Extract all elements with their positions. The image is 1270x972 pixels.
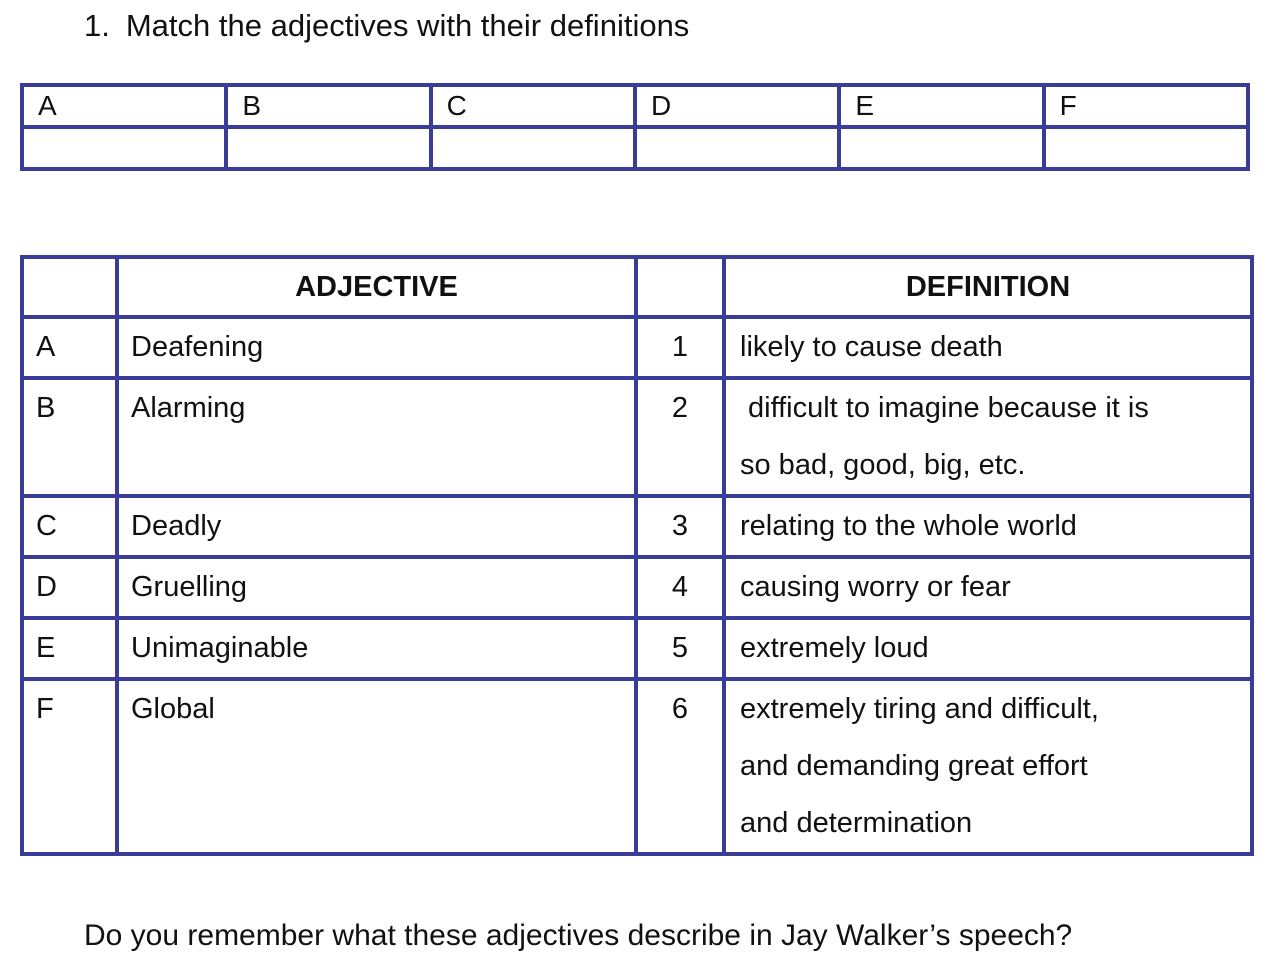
answer-letter-a: A: [22, 85, 226, 127]
row-number: 6: [636, 679, 724, 854]
answer-letter-d: D: [635, 85, 839, 127]
answer-letter-b: B: [226, 85, 430, 127]
table-row: [22, 557, 1252, 618]
answer-cell-d[interactable]: [635, 127, 839, 169]
header-blank-left: [22, 257, 117, 317]
row-definition: [724, 618, 1252, 679]
definition-line: extremely tiring and difficult,: [740, 693, 1099, 725]
table-row: [22, 496, 1252, 557]
answer-cell-e[interactable]: [839, 127, 1043, 169]
answer-grid-input-row: [22, 127, 1248, 169]
definition-line: and determination: [740, 807, 973, 839]
definition-line: difficult to imagine because it is: [748, 392, 1149, 424]
table-row: [22, 618, 1252, 679]
row-number: 3: [636, 496, 724, 557]
row-definition: [724, 378, 1252, 496]
matching-table: [20, 255, 1254, 856]
definition-line: and demanding great effort: [740, 750, 1088, 782]
row-number: 2: [636, 378, 724, 496]
definition-line: so bad, good, big, etc.: [740, 449, 1026, 481]
table-row: [22, 378, 1252, 496]
header-definition: DEFINITION: [724, 257, 1252, 317]
matching-table-header: [22, 257, 1252, 317]
row-definition: [724, 317, 1252, 378]
definition-line: causing worry or fear: [740, 571, 1011, 603]
follow-up-question: Do you remember what these adjectives describe in Jay Walker’s speech?: [84, 919, 1073, 952]
row-definition: [724, 496, 1252, 557]
answer-letter-e: E: [839, 85, 1043, 127]
answer-grid: [20, 83, 1250, 171]
table-row: [22, 317, 1252, 378]
answer-letter-f: F: [1044, 85, 1248, 127]
answer-cell-a[interactable]: [22, 127, 226, 169]
answer-grid-letters-row: [22, 85, 1248, 127]
definition-line: likely to cause death: [740, 331, 1003, 363]
answer-letter-c: C: [431, 85, 635, 127]
answer-cell-f[interactable]: [1044, 127, 1248, 169]
definition-line: relating to the whole world: [740, 510, 1077, 542]
answer-cell-c[interactable]: [431, 127, 635, 169]
row-letter: C: [22, 496, 117, 557]
answer-cell-b[interactable]: [226, 127, 430, 169]
definition-line: extremely loud: [740, 632, 929, 664]
row-adjective: Deafening: [117, 317, 636, 378]
row-letter: E: [22, 618, 117, 679]
row-number: 5: [636, 618, 724, 679]
header-adjective: ADJECTIVE: [117, 257, 636, 317]
exercise-heading: [84, 6, 689, 46]
row-adjective: Deadly: [117, 496, 636, 557]
row-adjective: Global: [117, 679, 636, 854]
row-adjective: Unimaginable: [117, 618, 636, 679]
row-adjective: Gruelling: [117, 557, 636, 618]
exercise-title: Match the adjectives with their definitions: [125, 8, 690, 43]
row-number: 1: [636, 317, 724, 378]
row-letter: D: [22, 557, 117, 618]
row-letter: F: [22, 679, 117, 854]
row-number: 4: [636, 557, 724, 618]
header-blank-mid: [636, 257, 724, 317]
row-adjective: Alarming: [117, 378, 636, 496]
row-letter: A: [22, 317, 117, 378]
table-row: [22, 679, 1252, 854]
row-letter: B: [22, 378, 117, 496]
row-definition: [724, 679, 1252, 854]
row-definition: [724, 557, 1252, 618]
exercise-number: 1.: [84, 8, 110, 43]
